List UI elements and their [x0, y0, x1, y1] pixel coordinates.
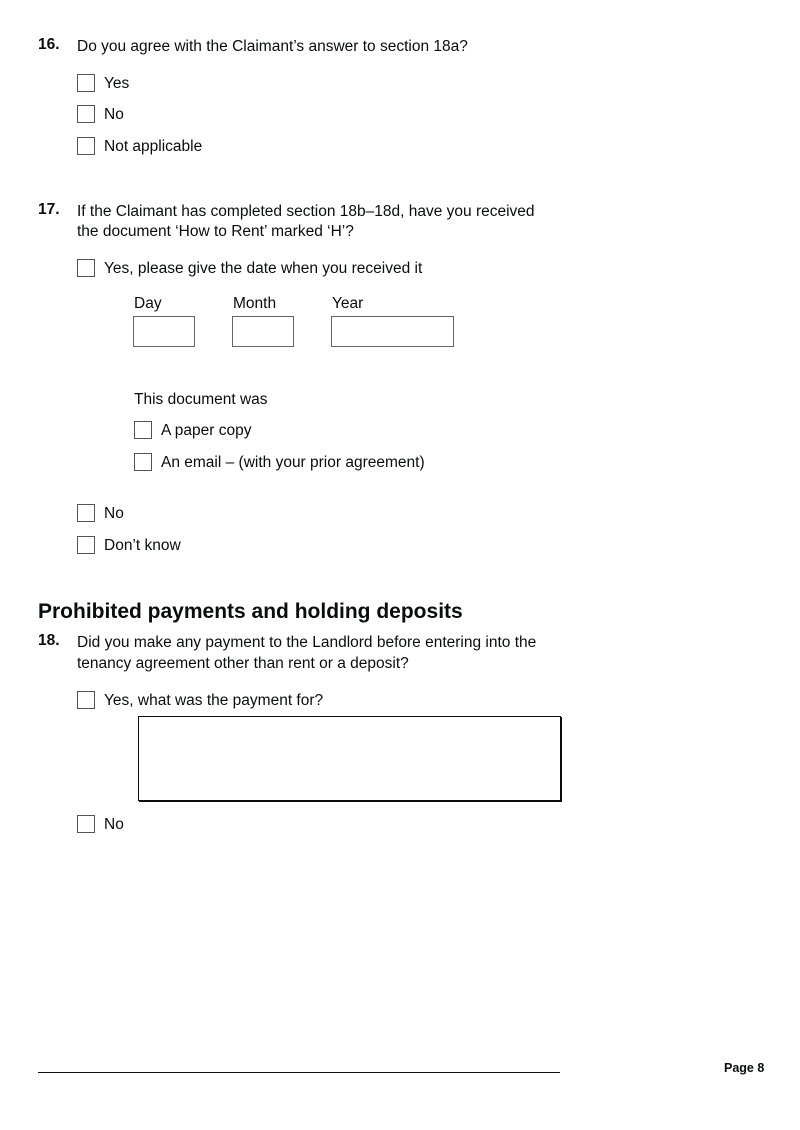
- email-checkbox[interactable]: [134, 453, 152, 471]
- paper-copy-checkbox[interactable]: [134, 421, 152, 439]
- document-format-prompt: This document was: [134, 391, 268, 408]
- email-label: An email – (with your prior agreement): [161, 454, 425, 471]
- q16-yes-label: Yes: [104, 75, 130, 92]
- q16-yes-checkbox[interactable]: [77, 74, 95, 92]
- q16-no-label: No: [104, 106, 124, 123]
- q17-dont-know-checkbox[interactable]: [77, 536, 95, 554]
- q18-yes-checkbox[interactable]: [77, 691, 95, 709]
- q17-number: 17.: [38, 201, 60, 218]
- q18-no-label: No: [104, 816, 124, 833]
- q16-number: 16.: [38, 36, 60, 53]
- q18-text-line2: tenancy agreement other than rent or a deposit?: [77, 655, 409, 672]
- q17-no-label: No: [104, 505, 124, 522]
- q17-yes-checkbox[interactable]: [77, 259, 95, 277]
- month-label: Month: [233, 295, 277, 312]
- month-input[interactable]: [232, 316, 294, 347]
- q18-yes-label: Yes, what was the payment for?: [104, 692, 324, 709]
- q17-yes-label: Yes, please give the date when you received it: [104, 260, 423, 277]
- q16-text: Do you agree with the Claimant’s answer to section 18a?: [77, 38, 468, 55]
- year-input[interactable]: [331, 316, 454, 347]
- q18-number: 18.: [38, 632, 60, 649]
- day-label: Day: [134, 295, 162, 312]
- q18-text-line1: Did you make any payment to the Landlord before entering into the: [77, 634, 537, 651]
- page-number: Page 8: [724, 1061, 765, 1075]
- q16-no-checkbox[interactable]: [77, 105, 95, 123]
- q17-text-line2: the document ‘How to Rent’ marked ‘H’?: [77, 223, 354, 240]
- q16-not-applicable-checkbox[interactable]: [77, 137, 95, 155]
- payment-description-textarea[interactable]: [138, 716, 561, 801]
- paper-copy-label: A paper copy: [161, 422, 252, 439]
- q17-dont-know-label: Don’t know: [104, 537, 181, 554]
- day-input[interactable]: [133, 316, 195, 347]
- footer-divider: [38, 1072, 560, 1073]
- q18-no-checkbox[interactable]: [77, 815, 95, 833]
- q17-text-line1: If the Claimant has completed section 18b–18d, have you received: [77, 203, 535, 220]
- q17-no-checkbox[interactable]: [77, 504, 95, 522]
- section-heading: Prohibited payments and holding deposits: [38, 600, 463, 623]
- year-label: Year: [332, 295, 364, 312]
- q16-not-applicable-label: Not applicable: [104, 138, 203, 155]
